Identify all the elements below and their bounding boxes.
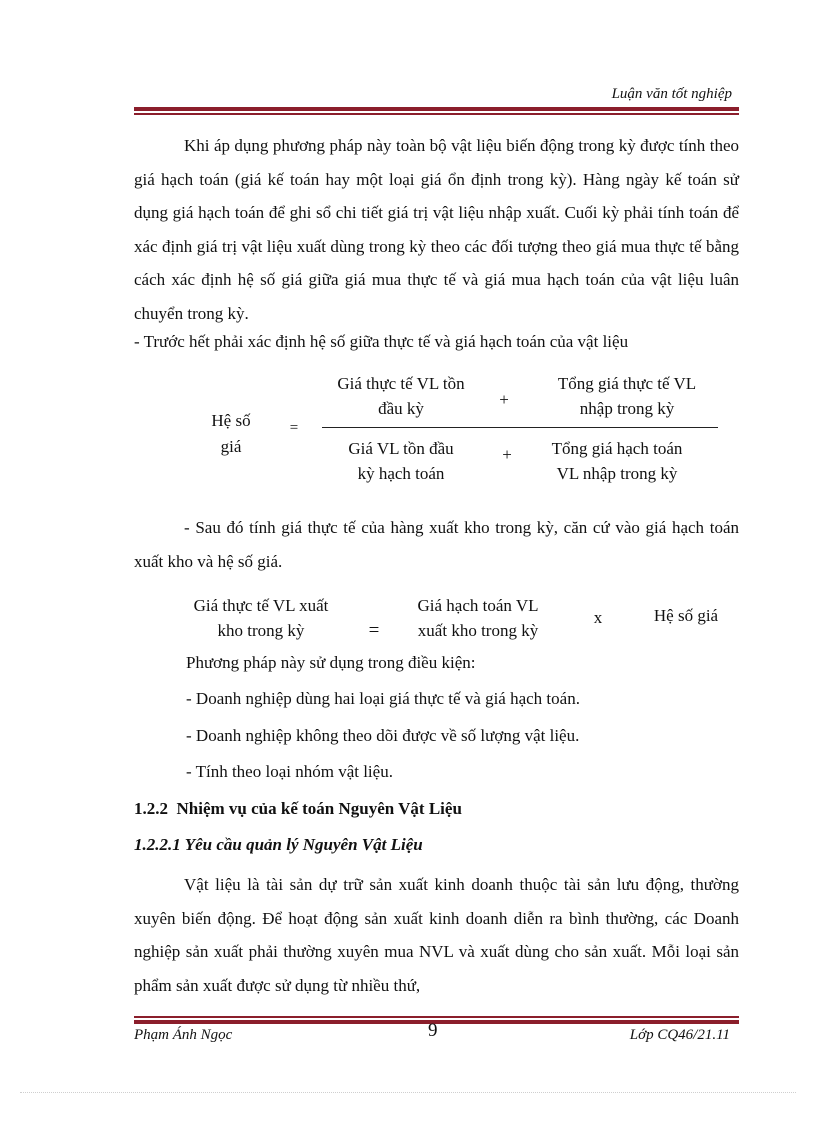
formula2-mid-1: Giá hạch toán VL: [417, 596, 539, 615]
formula2-left-1: Giá thực tế VL xuất: [193, 596, 329, 615]
formula1-equals: =: [289, 420, 299, 436]
paragraph-3: [134, 868, 739, 1002]
section-heading-number: 1.2.2: [134, 799, 168, 818]
formula1-num-plus: +: [499, 390, 509, 409]
page-bottom-dotted-rule: [20, 1092, 796, 1093]
determine-coefficient-line: - Trước hết phải xác định hệ số giữa thực tế và giá hạch toán của vật liệu: [134, 332, 629, 351]
formula1-den-left-2: kỳ hạch toán: [357, 464, 445, 483]
paragraph-2: [134, 511, 739, 578]
formula1-num-right-2: nhập trong kỳ: [579, 399, 675, 418]
header-rule-thin: [134, 113, 739, 115]
paragraph-1: [134, 129, 739, 330]
footer-rule-thin: [134, 1016, 739, 1018]
conditions-intro: Phương pháp này sử dụng trong điều kiện:: [186, 653, 476, 672]
page-number: 9: [428, 1020, 438, 1041]
condition-item-2: - Doanh nghiệp không theo dõi được về số lượng vật liệu.: [186, 726, 580, 745]
paragraph-1-text: Khi áp dụng phương pháp này toàn bộ vật liệu biến động trong kỳ được tính theo giá hạch toán (giá kế toán hay một loại giá ổn định trong kỳ). Hàng ngày kế toán sử dụng giá hạch toán để ghi sổ chi tiết giá trị vật liệu nhập xuất. Cuối kỳ phải tính toán để xác định giá trị vật liệu xuất dùng trong kỳ theo các đối tượng theo giá mua thực tế bằng cách xác định hệ số giá giữa giá mua thực tế và giá mua hạch toán của vật liệu luân chuyển trong kỳ.: [134, 136, 739, 323]
footer-class: Lớp CQ46/21.11: [629, 1027, 730, 1043]
formula1-den-plus: +: [502, 445, 512, 464]
formula1-num-right-1: Tổng giá thực tế VL: [557, 374, 697, 393]
formula2-right: Hệ số giá: [653, 606, 719, 625]
section-heading: [134, 799, 462, 819]
formula2-equals: =: [368, 620, 380, 641]
formula1-den-left-1: Giá VL tồn đầu: [348, 439, 454, 458]
section-heading-title: Nhiệm vụ của kế toán Nguyên Vật Liệu: [176, 799, 462, 818]
header-rule-thick: [134, 107, 739, 111]
formula1-lhs-line1: Hệ số: [211, 411, 251, 430]
condition-item-1: - Doanh nghiệp dùng hai loại giá thực tế và giá hạch toán.: [186, 689, 580, 708]
formula2-mid-2: xuất kho trong kỳ: [417, 621, 539, 640]
subsection-heading: 1.2.2.1 Yêu cầu quản lý Nguyên Vật Liệu: [134, 835, 423, 854]
header-title: Luận văn tốt nghiệp: [611, 86, 732, 102]
formula1-fraction-bar: [322, 427, 718, 428]
formula1-num-left-2: đầu kỳ: [378, 399, 424, 418]
paragraph-2-text: - Sau đó tính giá thực tế của hàng xuất kho trong kỳ, căn cứ vào giá hạch toán xuất kho và hệ số giá.: [134, 518, 739, 571]
formula2-times: x: [593, 608, 603, 627]
formula1-den-right-2: VL nhập trong kỳ: [556, 464, 678, 483]
formula1-den-right-1: Tổng giá hạch toán: [551, 439, 683, 458]
paragraph-3-text: Vật liệu là tài sản dự trữ sản xuất kinh doanh thuộc tài sản lưu động, thường xuyên biến động. Để hoạt động sản xuất kinh doanh diễn ra bình thường, các Doanh nghiệp sản xuất phải thường xuyên mua NVL và xuất dùng cho sản xuất. Mỗi loại sản phẩm sản xuất được sử dụng từ nhiều thứ,: [134, 875, 739, 995]
formula1-lhs-line2: giá: [220, 437, 242, 456]
formula2-left-2: kho trong kỳ: [217, 621, 305, 640]
footer-author: Phạm Ánh Ngọc: [134, 1027, 233, 1043]
formula1-num-left-1: Giá thực tế VL tồn: [337, 374, 465, 393]
condition-item-3: - Tính theo loại nhóm vật liệu.: [186, 762, 393, 781]
